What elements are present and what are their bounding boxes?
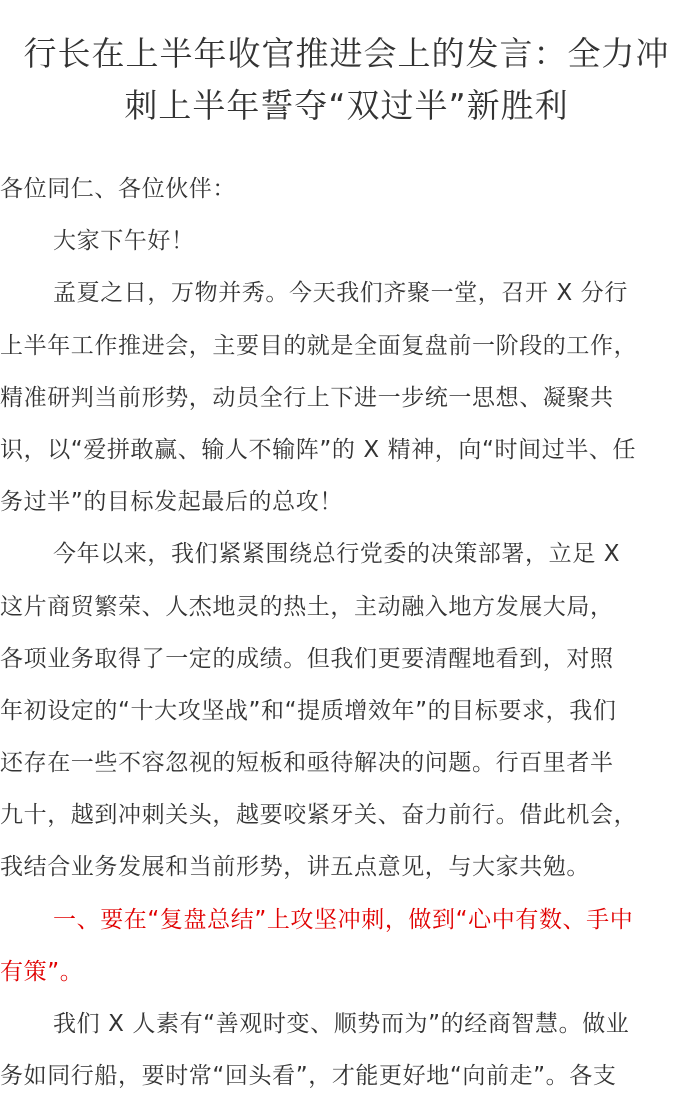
paragraph-line: 我结合业务发展和当前形势，讲五点意见，与大家共勉。: [0, 854, 590, 881]
title-line-1: 行长在上半年收官推进会上的发言：全力冲: [23, 34, 670, 73]
paragraph-line: 还存在一些不容忽视的短板和亟待解决的问题。行百里者半: [0, 750, 614, 777]
salutation-text: 各位同仁、各位伙伴：: [0, 176, 236, 202]
paragraph-line: 我们 X 人素有“善观时变、顺势而为”的经商智慧。做业: [53, 1011, 630, 1037]
section-heading-line: 有策”。: [0, 958, 84, 985]
section-heading-line: 一、要在“复盘总结”上攻坚冲刺，做到“心中有数、手中: [53, 906, 634, 933]
salutation: [0, 163, 693, 215]
greeting-text: 大家下午好！: [53, 228, 195, 255]
paragraph-opening: [0, 267, 693, 528]
paragraph-line: 各项业务取得了一定的成绩。但我们更要清醒地看到，对照: [0, 645, 614, 672]
article-title: [0, 0, 693, 132]
paragraph-line: 今年以来，我们紧紧围绕总行党委的决策部署，立足 X: [53, 541, 621, 568]
paragraph-line: 孟夏之日，万物并秀。今天我们齐聚一堂，召开 X 分行: [53, 280, 628, 307]
paragraph-section-1: [0, 998, 693, 1097]
paragraph-line: 务如同行船，要时常“回头看”，才能更好地“向前走”。各支: [0, 1063, 617, 1090]
section-heading-1: [0, 894, 693, 998]
article-body: [0, 163, 693, 1097]
title-line-2: 刺上半年誓夺“双过半”新胜利: [124, 86, 569, 125]
paragraph-line: 务过半”的目标发起最后的总攻！: [0, 489, 343, 516]
paragraph-line: 这片商贸繁荣、人杰地灵的热土，主动融入地方发展大局，: [0, 593, 614, 620]
paragraph-line: 上半年工作推进会，主要目的就是全面复盘前一阶段的工作，: [0, 332, 638, 359]
greeting: [0, 215, 693, 267]
paragraph-line: 识，以“爱拼敢赢、输人不输阵”的 X 精神，向“时间过半、任: [0, 436, 637, 463]
paragraph-review: [0, 528, 693, 893]
paragraph-line: 精准研判当前形势，动员全行上下进一步统一思想、凝聚共: [0, 384, 614, 411]
paragraph-line: 九十，越到冲刺关头，越要咬紧牙关、奋力前行。借此机会，: [0, 802, 638, 829]
paragraph-line: 年初设定的“十大攻坚战”和“提质增效年”的目标要求，我们: [0, 697, 617, 724]
